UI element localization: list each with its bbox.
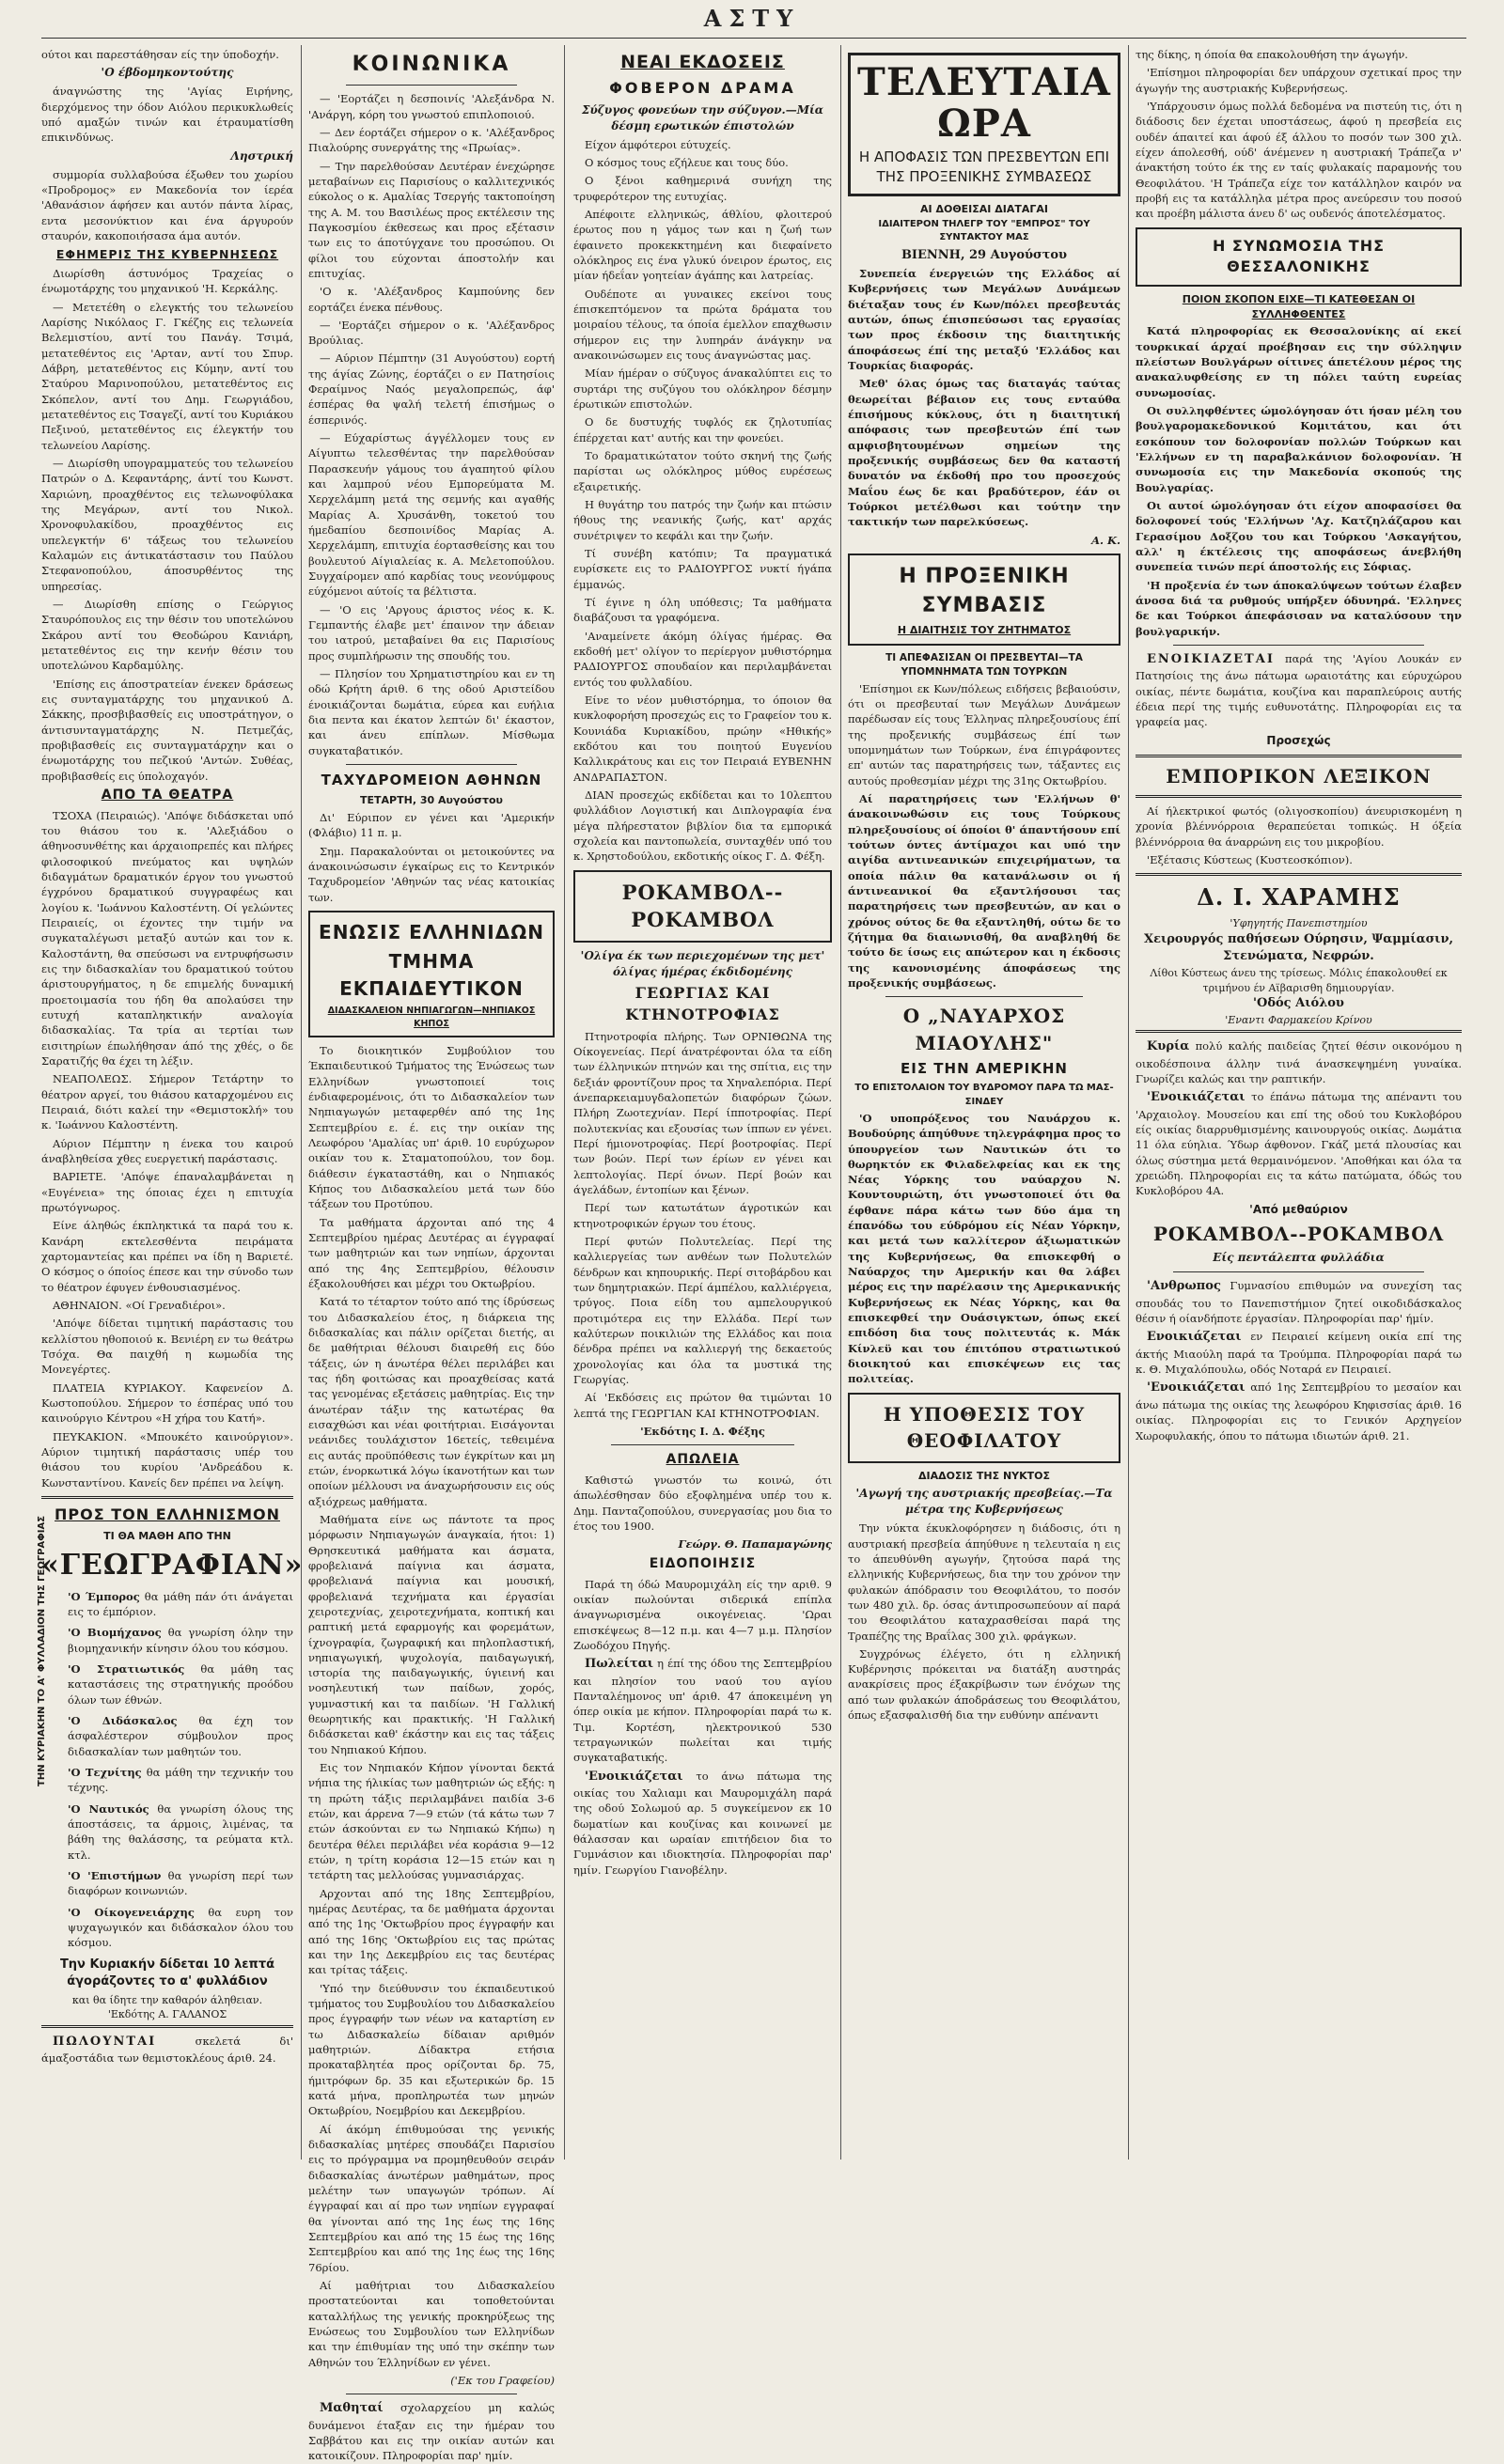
article-text: Τί έγινε η όλη υπόθεσις; Τα μαθήματα διαβάζουσι τα γραφόμενα.	[573, 595, 832, 625]
article-text: Αί ήλεκτρικοί φωτός (ολιγοσκοπίου) άνευρισκομένη η χρονία βλέννόρροια θεραπεύεται τοπικώς. Η όξεία βλέννόρροια θα άναρρώνη εις του μικροβίου.	[1136, 804, 1462, 849]
ad-item: 'Ο 'Επιστήμων θα γνωρίση περί των διαφόρων κοινωνιών.	[68, 1869, 293, 1898]
article-text: Περί φυτών Πολυτελείας. Περί της καλλιεργείας των ανθέων των Πολυτελών δένδρων και κηπουρικής. Περί σιτοβάρδου και των δημητριακών. Περί άμπέλου, καλλιέργεια, τρύγος. Ποια είδη του αμπελουργικού προτιμότερα εις την Ελλάδα. Περί των καλύτερων ποικιλιών της Ελλάδος και ποια δένδρα πρέπει να καλλιεργή της δεκαετούς χρονολογίας και όλα τα μυστικά της Γεωργίας.	[573, 1234, 832, 1386]
dictionary-ad	[1136, 755, 1462, 798]
article-text: — Την παρελθούσαν Δευτέραν ένεχώρησε μεταβαίνων εις Παρισίους ο καλλιτεχνικός εύκολος ο κ. Αμαλίας Τσεργής τακτοποίηση της Α. Μ. του Βασιλέως προς εκτέλεσιν της Παγκοσμίου έκθεσεως και προς εξέτασιν των εις το άποτύγχανε του προσώπου. Οι φίλοι του εύχονται άποστολήν και επιτυχίας.	[308, 159, 555, 280]
article-text: ΒΑΡΙΕΤΕ. 'Απόψε έπαναλαμβάνεται η «Ευγένεια» της όποιας έχει η επιτυχία πρωτόγνωρος.	[41, 1170, 293, 1214]
ad-footer: Την Κυριακήν δίδεται 10 λεπτά άγοράζοντες το α' φυλλάδιον	[59, 1957, 275, 1989]
masthead-rule	[41, 38, 1466, 39]
column-2	[308, 47, 555, 2463]
article-text: 'Απόψε δίδεται τιμητική παράστασις του κελλίστου ηθοποιού κ. Βενιέρη εν τω θεάτρω Τσόχα. Θα παιχθή η κωμωδία της Μονεγέρτες.	[41, 1317, 293, 1377]
ad-subheading: 'Ολίγα έκ των περιεχομένων της μετ' όλίγας ήμέρας έκδιδομένης	[580, 949, 825, 979]
article-text: — 'Ο εις 'Αργους άριστος νέος κ. Κ. Γεμπαντής έλαβε μετ' έπαινον την άδειαν του ιατρού, μεταβαίνει θα εις Παρισίους προς συμπλήρωσιν της σπουδής του.	[308, 602, 555, 663]
masthead: ΑΣΤΥ	[703, 5, 801, 32]
classified-ad: Πωλείται η έπί της όδου της Σεπτεμβρίου και πλησίον του ναού του αγίου Πανταλέημονος υπ' άριθ. 47 άποκειμένη γη όπερ οικία με κήπον. Πληροφορίαι παρά τω κ. Τιμ. Κορτέση, ηλεκτρονικού 530 τετραγωνικών πωλείται και τιμής συγκαταβατικής.	[573, 1657, 832, 1765]
section-heading: ΚΟΙΝΩΝΙΚΑ	[352, 53, 511, 76]
article-subheading: ΑΙ ΔΟΘΕΙΣΑΙ ΔΙΑΤΑΓΑΙ	[920, 202, 1048, 215]
article-heading: Ληστρική	[230, 148, 293, 163]
classified-ad: 'Ενοικιάζεται το άνω πάτωμα της οικίας του Χαλιαμι και Μαυρομιχάλη παρά της οδού Σολωμού αρ. 5 συγκείμενον εκ 10 δωματίων και κουζίνας και κοινωνεί με θάλασσαν και ωραίαν επιτήδειον δια το Γυμνάσιον και ιδιοκτησία. Πληροφορίαι παρ' ημίν. Γεωργίου Γιανοβέλην.	[573, 1769, 833, 1877]
section-heading: ΕΦΗΜΕΡΙΣ ΤΗΣ ΚΥΒΕΡΝΗΣΕΩΣ	[55, 247, 279, 262]
notice-heading: ΕΙΔΟΠΟΙΗΣΙΣ	[649, 1555, 757, 1571]
ad-subheading: Είς πεντάλεπτα φυλλάδια	[1213, 1251, 1385, 1265]
rocambole-ad	[573, 870, 832, 943]
article-text: 'Επίσης εις άποστρατείαν ένεκεν δράσεως εις συνταγματάρχης του μηχανικού Δ. Σάκκης, προσβιβασθείς εις υποστράτηγον, ο άντισυνταγματάρχης Ν. Πετμεζάς, προβιβασθείς εις συνταγματάρχην και ο ένωμοτάρχης του πεζικού 'Αντών. Συθέας, προβιβασθείς εις ύπολοχαγόν.	[41, 677, 293, 783]
article-text: Οι αυτοί ώμολόγησαν ότι είχον αποφασίσει θα δολοφονεί τούς 'Ελλήνων 'Αχ. Κατζηλάζαρου και Γερασίμου Δοξζου του και Τούρκου 'Ασκαγήτου, αλλ' η έκτέλεσις της αποφάσεως άνεβλήθη συνεπεία τινών περί άποστολής εις Σόφιας.	[1136, 498, 1462, 574]
ad-text: Χειρουργός παθήσεων Ούρησιν, Ψαμμίασιν, Στενώματα, Νεφρών.	[1143, 932, 1454, 964]
article-text: Καθιστώ γνωστόν τω κοινώ, ότι άπωλέσθησαν δύο εξοφλημένα υπέρ του κ. Δημ. Πανταζοπούλου, συνεργασίας μου δια το έτος του 1900.	[573, 1474, 832, 1534]
article-text: συμμορία συλλαβούσα έξωθεν του χωρίου «Προδρομος» εν Μακεδονία τον ίερέα 'Αθανάσιον άφήσεν και αυτόν πάντα λίρας, εντα μεσονύκτιον και ένα άργυρούν σταυρόν, κακοποιήσασα άμα αυτόν.	[41, 167, 293, 243]
ad-item: 'Ο Τεχνίτης θα μάθη την τεχνικήν του τέχνης.	[68, 1766, 293, 1795]
article-text: Ο ξένοι καθημερινά συνήχη της τρυφερότερον της ευτυχίας.	[573, 174, 832, 203]
article-text: άναγνώστης της 'Αγίας Ειρήνης, διερχόμενος την όδον Αιόλου περικυκλωθείς υπό αμαξών τινών και έτραυματίσθη επικινδύνως.	[41, 85, 293, 145]
article-text: της δίκης, η όποία θα επακολουθήση την άγωγήν.	[1136, 48, 1408, 61]
article-text: Το δραματικώτατον τούτο σκηνή της ζωής παρίσται ως ολόκληρος μύθος ευρέσεως εξαιρετικής.	[573, 448, 832, 493]
ad-address: 'Εναντι Φαρμακείου Κρίνου	[1225, 1013, 1372, 1026]
article-subheading: ΕΙΣ ΤΗΝ ΑΜΕΡΙΚΗΝ	[901, 1060, 1068, 1078]
notice-subheading: ΤΜΗΜΑ ΕΚΠΑΙΔΕΥΤΙΚΟΝ	[339, 950, 524, 1000]
ad-title: Δ. Ι. ΧΑΡΑΜΗΣ	[1197, 883, 1401, 912]
ad-footer: και θα ίδητε την καθαρόν άληθειαν.	[71, 1993, 263, 2006]
section-heading: ΝΕΑΙ ΕΚΔΟΣΕΙΣ	[620, 52, 785, 72]
classified-ad: 'Ενοικιάζεται το έπάνω πάτωμα της απέναντι του 'Αρχαιολογ. Μουσείου και επί της οδού του Κυκλοβόρου είς οικίας διαρρυθμισμένης καινουργούς οικίας. Δωμάτια 11 όλα εύηλια. Ύδωρ άφθονον. Γκάζ μετά πλουσίας και όλως σύστημα μετά θερμαινόμενον. 'Αποθήκαι και όλα τα χρειώδη. Πληροφορίαι εις τα κάτω πατώματα, όδώς του Κυκλοβόρου 4Α.	[1136, 1090, 1463, 1198]
article-text: Κατά το τέταρτον τούτο από της ίδρύσεως του Διδασκαλείου έτος, η διάρκεια της διδασκαλίας και πάλιν ορίζεται διετής, αι δε μαθήτριαι θέλουσι διαιρεθή εις δύο τάξεις, ών η άνωτέρα θέλει περιλάβει και τας ήδη φοιτώσας και προαχθείσας κατά τας γενομένας εξετάσεις μαθητρίας. Εις την άνωτέραν τάξιν της κατωτέρας θα εισαχθώσι και νέαι φοιτήτριαι. Εισάγονται νεάνιδες τουλάχιστον 16ετείς, τεθειμένα εις αυτάς προϋπόθεσις των έγκρίτων και μη ετών, ένορκωτικά λόγω ίκανοτήτων και των οποίων μέλλουσι να άναχωρήσουσιν εις ούς αξιόχρεως μαθήματα.	[308, 1295, 555, 1508]
article-subheading: ΠΟΙΟΝ ΣΚΟΠΟΝ ΕΙΧΕ—ΤΙ ΚΑΤΕΘΕΣΑΝ ΟΙ ΣΥΛΛΗΦΘΕΝΤΕΣ	[1182, 293, 1416, 320]
article-text: 'Ο κ. 'Αλέξανδρος Καμπούνης δεν εορτάζει ένεκα πένθους.	[308, 285, 555, 314]
article-text: ΤΣΟΧΑ (Πειραιώς). 'Απόψε διδάσκεται υπό του θιάσου του κ. 'Αλεξιάδου ο άθηνοσυνθέτης και άρχαιοπρεπές και πλήρες φιλοσοφικού πνεύματος και υψηλών διδαγμάτων δραματικόν έργον του γνωστού έγχρόνου δραματικού συγγραφέως και λογίου κ. 'Ιωάννου Καλοστέντη. Οί γελώντες Πειραιείς, οι έχοντες την τιμήν να συγκαταλέγωσι μεταξύ αυτών και τον κ. Καλοστάντη, θα σπεύσωσι να εντρυφήσωσιν εις την διδασκαλίαν του δραματικού τούτου άριστουργήματος, η δε επιμελής δυναμική προετοιμασία του ήδη θα απολαύσει την ευτυχή καταπληκτικήν αναλογία διδασκαλίας. Τα τρία αι τερτίαι των εισιτηρίων έπωλήθησαν άπό της χθές, ο δε Σαρατιζής θα έχει τη λέξιν.	[41, 808, 293, 1068]
conspiracy-box	[1136, 227, 1462, 287]
section-heading: ΤΑΧΥΔΡΟΜΕΙΟΝ ΑΘΗΝΩΝ	[321, 772, 542, 789]
late-news-box	[848, 53, 1120, 196]
article-subheading: ΙΔΙΑΙΤΕΡΟΝ ΤΗΛΕΓΡ ΤΟΥ "ΕΜΠΡΟΣ" ΤΟΥ ΣΥΝΤΑΚΤΟΥ ΜΑΣ	[878, 219, 1090, 243]
article-text: Σημ. Παρακαλούνται οι μετοικούντες να άνακοινώσωσιν έγκαίρως εις το Κεντρικόν Ταχυδρομείον 'Αθηνών τας νέας κατοικίας των.	[308, 844, 555, 904]
case-box	[848, 1393, 1120, 1463]
column-3	[573, 47, 832, 2152]
article-text: 'Εξέτασις Κύστεως (Κυστεοσκόπιον).	[1147, 853, 1353, 866]
article-text: ΑΘΗΝΑΙΟΝ. «Οί Γρεναδιέροι».	[53, 1298, 226, 1312]
article-text: 'Ο υποπρόξενος του Ναυάρχου κ. Βουδούρης άπηύθυνε τηλεγράφημα προς το ύπουργείον των Ναυτικών ότι το θωρηκτόν εκ Φιλαδελφείας και εκ της Νέας Υόρκης του ναύαρχου Ν. Κουντουριώτη, ότι γνωστοποιεί ότι θα έφθανε πάρα κάτω των δύο άμα τη έπανόδω του εύδρόμου είς Νέαν Υόρκην, και μετά των καλλίτερον άξιωματικών της Κυβερνήσεως, θα επισκεφθή ο Ναύαρχος την Αμερικήν και θα λάβει μέρος εις την παρέλασιν της Αμερικανικής Κυβερνήσεως εκ Νέας Υόρκης, και θα επισκεφθεί την Ουάσιγκτων, όπως εκεί επιδόση δια τους πολιτευτάς κ. Μάκ Κίνλεϋ και του έπιτόπου στρατιωτικού διοικητού και επισκέψεων εις τας πολιτείας.	[848, 1111, 1120, 1386]
article-text: Αί μαθήτριαι του Διδασκαλείου προστατεύονται και τοποθετούνται καταλλήλως της γενικής προκηρύξεως της Ενώσεως του Συμβουλίου των Ελληνίδων και την έπιθυμίαν της υπό την σκέπην των Αθηνών του Έλληνίδων εν γένει.	[308, 2278, 555, 2369]
article-text: ΔΙΑΝ προσεχώς εκδίδεται και το 10λεπτου φυλλάδιον Λογιστική και Διπλογραφία ένα μέγα πλήρεστατον βιβλίον δια τα εμπορικά σχολεία και παντοπωλεία, συνταχθέν υπό του κ. Χρηστοδούλου, εκδοτικής οίκος Γ. Δ. Φέξη.	[573, 788, 832, 864]
notice-source: ('Εκ του Γραφείου)	[450, 2373, 555, 2387]
article-text: — 'Εορτάζει η δεσποινίς 'Αλεξάνδρα Ν. 'Ανάργη, κόρη του γνωστού επιπλοποιού.	[308, 92, 555, 121]
classified-ad: Μαθηταί σχολαρχείου μη καλώς δυνάμενοι έταξαν εις την ήμέραν του Σαββάτου και εις την οικίαν αυτών και κατοικίζουν. Πληροφορίαι παρ' ημίν.	[308, 2401, 555, 2463]
article-subheading: ΔΙΑΔΟΣΙΣ ΤΗΣ ΝΥΚΤΟΣ	[917, 1469, 1051, 1482]
article-text: Διωρίσθη άστυνόμος Τραχείας ο ένωμοτάρχης του μηχανικού 'Η. Κερκάλης.	[41, 267, 293, 296]
article-text: Παρά τη όδώ Μαυρομιχάλη είς την αριθ. 9 οικίαν πωλούνται σιδερικά επίπλα άναγνωρισμένα οικογένειας. 'Ωραι επισκέψεως 8—12 π.μ. και 4—7 μ.μ. Πλησίον Ζωοδόχου Πηγής.	[573, 1577, 832, 1652]
article-text: Αρχονται από της 18ης Σεπτεμβρίου, ημέρας Δευτέρας, τα δε μαθήματα άρχονται από της 1ης 'Οκτωβρίου προς έγγραφήν και από της 16ης 'Οκτωβρίου εις τας πρώτας και την 1ης Δεκεμβρίου εις τας δευτέρας και τρίτας τάξεις.	[308, 1886, 555, 1977]
article-text: 'Η προξενία έν των άποκαλύψεων τούτων έλαβεν άνοσα διά τα ρυθμούς υπήρξεν όδυνηρά. 'Ελληνες δε και Τούρκοι άπεφάσισαν να καταλύσουν την βουλγαρικήν.	[1136, 578, 1462, 638]
ad-publisher: 'Εκδότης Ι. Δ. Φέξης	[640, 1424, 765, 1438]
article-text: — Διωρίσθη υπογραμματεύς του τελωνείου Πατρών ο Δ. Κεφαντάρης, άντί του Κωνστ. Χαριώνη, προαχθέντος εις τελωνοφύλακα της Μεγάρων, αντί του Νικολ. Χρονοφυλακίδου, προαχθέντος εις υπελεγκτήν 6' τάξεως του τελωνείου Καλαμών εις άντικατάστασιν του Παύλου Στεφανοπούλου, άποσυρθέντος της υπηρεσίας.	[41, 457, 293, 593]
article-text: — 'Εορτάζει σήμερον ο κ. 'Αλέξανδρος Βρούλιας.	[308, 318, 555, 348]
article-heading: Η ΥΠΟΘΕΣΙΣ ΤΟΥ ΘΕΟΦΙΛΑΤΟΥ	[883, 1402, 1086, 1453]
article-text: — Εύχαρίστως άγγέλλομεν τους εν Αίγυπτω τελεσθέντας την παρελθούσαν Παρασκευήν γάμους του άγαπητού φίλου και λαμπρού νέου Εμπορεύματα Μ. Χερχελάμπη μετά της σεμνής και αγαθής Μαρίας Α. Χρυσάνθη, τοκετού του ήμεδαπίου δεσποινίδος Μαρίας Α. Χερχελάμπη, επιτυχία έορτασθείσης και του βουλευτού Αίγιαλείας κ. Α. Μελετοπούλου. Συγχαίρομεν από καρδίας τους νεονύμφους εύχόμενοι αύτοίς τα βέλτιστα.	[308, 431, 555, 599]
article-text: Είνε το νέον μυθιστόρημα, το όποιον θα κυκλοφορήση προσεχώς εις το Γραφείον του κ. Κουνιάδα Κυριακίδου, πρώην «Ηθικής» εκδότου και του ποιητού Ευγενίου Καλλικράτους και εις τον Πειραιά ΕΥΒΕΝΗΝ ΑΝΔΡΑΠΑΣΤΟΝ.	[573, 693, 832, 784]
notice-signature: Γεώργ. Θ. Παπαμαγώνης	[678, 1537, 832, 1552]
geography-ad	[37, 1496, 304, 2028]
article-heading: ΦΟΒΕΡΟΝ ΔΡΑΜΑ	[609, 78, 796, 97]
ad-title: ΡΟΚΑΜΒΟΛ--ΡΟΚΑΜΒΟΛ	[1152, 1222, 1445, 1245]
article-text: Κατά πληροφορίας εκ Θεσσαλονίκης αί εκεί τουρκικαί άρχαί προέβησαν εις την σύλληψιν πλείστων Βουλγάρων οίτινες άπετέλουν μέρος της ανακαλυφθείσης εν τη πόλει ταύτη ευρείας συνωμοσίας.	[1136, 324, 1462, 399]
opening-text: ούτοι και παρεστάθησαν είς την ύποδοχήν.	[41, 48, 279, 61]
column-4	[848, 47, 1120, 2152]
article-text: Εις τον Νηπιακόν Κήπον γίνονται δεκτά νήπια της ήλικίας των μαθητριών ώς εξής: η τη πρώτη τάξις περιλαμβάνει παιδία 3-6 ετών, και άρρενα 7—9 ετών (τά κάτω των 7 ετών άσκούνται εν τω Νηπιακώ Κήπω) η δευτέρα θέλει περιλάβει νέα κοράσια 9—12 ετών, η τρίτη κοράσια 12—15 ετών και η τετάρτη τας μελλούσας γυμνασιάρχας.	[308, 1761, 555, 1882]
article-text: Αί άκόμη έπιθυμούσαι της γενικής διδασκαλίας μητέρες σπουδάζει Παρισίου εις το πρόγραμμα να προμηθευθούν σειράν διδασκαλίας άνωτέρων μαθημάτων, προς μελέτην των υπαγωγών τρόπων. Αί έγγραφαί και αί προ των νηπίων εγγραφαί θα γίνονται από της 1ης έως της 16ης Σεπτεμβρίου και από της 15 έως της 16ης Σεπτεμβρίου και από της 1ης έως της 16ης 76ρίου.	[308, 2122, 555, 2274]
union-notice	[308, 911, 555, 1037]
doctor-ad	[1136, 873, 1462, 1033]
column-rule	[1128, 45, 1129, 2160]
notice-subheading: ΔΙΔΑΣΚΑΛΕΙΟΝ ΝΗΠΙΑΓΩΓΩΝ—ΝΗΠΙΑΚΟΣ ΚΗΠΟΣ	[327, 1006, 536, 1029]
article-subheading: 'Αγωγή της αυστριακής πρεσβείας.—Τα μέτρα της Κυβερνήσεως	[855, 1487, 1113, 1517]
column-rule	[840, 45, 841, 2160]
ad-title: ΓΕΩΡΓΙΑΣ ΚΑΙ ΚΤΗΝΟΤΡΟΦΙΑΣ	[625, 984, 780, 1023]
article-heading: Η ΣΥΝΩΜΟΣΙΑ ΤΗΣ ΘΕΣΣΑΛΟΝΙΚΗΣ	[1212, 236, 1386, 276]
classified-ad: Κυρία πολύ καλής παιδείας ζητεί θέσιν οικονόμου η οικοδέσποινα άλλην τινά άνασκεψημένη γυναίκα. Γνωρίζει καλώς και την ραπτικήν.	[1136, 1039, 1462, 1085]
article-text: Μεθ' όλας όμως τας διαταγάς ταύτας θεωρείται βέβαιον εις τους ενταύθα έπισήμους κύκλους, ότι η διαιτητική απόφασις των πρεσβευτών έπί των αμφισβητουμένων σημείων της προξενικής συμβάσεως δεν θα καταστή δυνατόν να έκδοθή προ του προσεχούς Μαΐου έως δε και βραδύτερον, έάν οι Τούρκοι μετέλθωσι και τούτην την τακτικήν των παρελκύσεως.	[848, 377, 1120, 529]
article-text: ΠΛΑΤΕΙΑ ΚΥΡΙΑΚΟΥ. Καφενείον Δ. Κωστοπούλου. Σήμερον το έσπέρας υπό του καινούργιο Κέντρου «Η χήρα του Κατή».	[41, 1380, 293, 1426]
dateline: ΒΙΕΝΝΗ, 29 Αυγούστου	[901, 247, 1068, 262]
article-text: Ο δε δυστυχής τυφλός εκ ζηλοτυπίας έπέρχεται κατ' αυτής και την φονεύει.	[573, 415, 832, 444]
section-date: ΤΕΤΑΡΤΗ, 30 Αυγούστου	[360, 794, 503, 807]
article-text: Δι' Εύριπον εν γένει και 'Αμερικήν (Φλάβιο) 11 π. μ.	[308, 810, 555, 840]
article-text: — Διωρίσθη επίσης ο Γεώργιος Σταυρόπουλος εις την θέσιν του υποτελώνου Σκάρου αντί του Θεοδώρου Κανιάρη, μετατεθέντος εις την κενήν θέσιν του υποτελώνου Καρδαμύλης.	[41, 597, 293, 673]
article-text: 'Υπό την διεύθυνσιν του έκπαιδευτικού τμήματος του Συμβουλίου του Διδασκαλείου προς έγγραφήν των νέων να καταρτίση εν τω Διδασκαλείω δίδαιαν αριθμόν μαθητριών. Δίδακτρα ετήσια προκαταβλητέα προς ορίζονται δρ. 75, ήμιτρόφων δρ. 35 και εξωτερικών δρ. 15 κατά μήνα, προπληρωτέα των μηνών Οκτωβρίου, Νοεμβρίου και Δεκεμβρίου.	[308, 1981, 555, 2118]
ad-publisher: 'Εκδότης Α. ΓΑΛΑΝΟΣ	[107, 2008, 227, 2021]
article-text: Μίαν ήμέραν ο σύζυγος άνακαλύπτει εις το συρτάρι της συζύγου του ολόκληρον δέσμην έρωτικών επιστολών.	[573, 366, 832, 411]
notice-heading: ΕΝΩΣΙΣ ΕΛΛΗΝΙΔΩΝ	[319, 920, 544, 943]
article-subheading: ΤΙ ΑΠΕΦΑΣΙΣΑΝ ΟΙ ΠΡΕΣΒΕΥΤΑΙ—ΤΑ ΥΠΟΜΝΗΜΑΤΑ ΤΩΝ ΤΟΥΡΚΩΝ	[885, 652, 1083, 678]
article-subheading: Η ΔΙΑΙΤΗΣΙΣ ΤΟΥ ΖΗΤΗΜΑΤΟΣ	[897, 624, 1072, 637]
ad-subheading: ΤΙ ΘΑ ΜΑΘΗ ΑΠΟ ΤΗΝ	[103, 1529, 231, 1542]
article-subheading: Σύζυγος φονεύων την σύζυγον.—Μία δέσμη ερωτικών έπιστολών	[581, 102, 824, 133]
article-text: Απέφοιτε ελληνικώς, άθλίου, φλοιτερού έρωτος που η γάμος των και η ζωή των έφαινετο προκεκκτημένη και διεφαίνετο ολόκληρος εις ένα γλυκύ όνειρον έρωτος, εις μίαν ήδεΐαν γοητείαν άγάπης και λατρείας.	[573, 208, 832, 283]
ad-heading: ΠΡΟΣ ΤΟΝ ΕΛΛΗΝΙΣΜΟΝ	[55, 1505, 280, 1523]
column-rule	[301, 45, 302, 2160]
article-text: Ουδέποτε αι γυναικες εκείνοι τους έπισκεπτόμενον τα πρώτα δράματα του μοιραίου τέλους, τα όποία έμελλον επαχθωσιν σήμερον εις την λυπηράν άνάγκην να ανακοινώσωμεν εις τους άναγνώστας μας.	[573, 287, 832, 363]
article-text: — Μετετέθη ο ελεγκτής του τελωνείου Λαρίσης Νικόλαος Γ. Γκέζης εις τελωνεία Βελεμιστίου, αντί του Πανάγ. Τσιμά, μετατεθέντος εις 'Αρταν, αντί του Σπυρ. Δάβρη, μετατεθέντος εις Κύμην, αντί του Σταύρου Μαρινοπούλου, μετατεθέντος εις Σκόπελον, αντί του Δημ. Γεωργιάδου, μετατεθέντος εις Τσαγεζί, αντί του Κυριάκου Πεξινού, μετατεθέντος εις έλεγκτήν του τελωνείου Λαρίσης.	[41, 300, 293, 452]
article-text: Ο κόσμος τους εζήλευε και τους δύο.	[585, 156, 789, 170]
ad-item: 'Ο Ναυτικός θα γνωρίση όλους της άποστάσεις, τα άρμοις, λιμένας, τα βάθη της θαλάσσης, τα ρεύματα κτλ. κτλ.	[68, 1801, 294, 1862]
article-text: Οι συλληφθέντες ώμολόγησαν ότι ήσαν μέλη του βουλγαρομακεδονικού Κομιτάτου, και ότι εσκόπουν τον δολοφονίαν πολλών Τούρκων και 'Ελλήνων εν τη παραβαλκάνιον δολοφονίαν. Ή συνωμοσία εις την Μακεδονία σκοπούς της Βουλγαρίας.	[1136, 403, 1462, 494]
ad-subheading: 'Από μεθαύριον	[1249, 1202, 1348, 1216]
ad-item: 'Ο Οίκογενειάρχης θα ευρη τον ψυχαγωγικόν και διδάσκαλον όλου του κόσμου.	[68, 1905, 293, 1950]
ad-subheading: Προσεχώς	[1266, 733, 1331, 747]
article-text: Πτηνοτροφία πλήρης. Των ΟΡΝΙΘΩΝΑ της Οίκογενείας. Περί άνατρέφονται όλα τα είδη των έλληνικών πτηνών και της σπίτια, εις την δεξιάν φροντίζουν προς τα Χηναλεπόρια. Περί άνεπαρκειαμυγδαλοπετών διαφόρων ζώων. Πλήρη Ζωοτεχνίαν. Περί ίπποτροφίας. Περί πολυτεκνίας και εξουσίας των ίππων εν γένει. Περί ήμιονοτροφίας. Περί βοοτροφίας. Περί των βοών. Περί των έρίων εν γένει και λεπτολογίας. Περί όνων. Περί βοών και άγελάδων, έντοπίων και ξένων.	[573, 1029, 832, 1196]
ad-item: 'Ο Βιομήχανος θα γνωρίση όλην την βιομηχανικήν κίνησιν όλου του κόσμου.	[68, 1626, 294, 1655]
article-text: 'Επίσημοι πληροφορίαι δεν υπάρχουν σχετικαί προς την άγωγήν της αυστριακής Κυβερνήσεως.	[1136, 66, 1462, 95]
article-text: 'Αναμείνετε άκόμη όλίγας ήμέρας. Θα εκδοθή μετ' ολίγον το περίεργον μυθιστόρημα ΡΑΔΙΟΥΡΓΟΣ σπουδαίον και περιλαμβάνεται εντός του φυλλαδίου.	[573, 629, 832, 689]
article-text: Αύριον Πέμπτην η ένεκα του καιρού άναβληθείσα χθες ευεργετική παράστασις.	[41, 1136, 293, 1166]
treaty-box	[848, 554, 1120, 646]
article-text: Είνε άληθώς έκπληκτικά τα παρά του κ. Κανάρη εκτελεσθέντα πειράματα χαρτομαντείας και πρέπει να ίδη η Βαριετέ. Ο κόσμος ο όποίος έπεσε και την σύνοδο των το θέατρον έφυγεν ένθουσιασμένος.	[41, 1219, 293, 1294]
article-text: Αί παρατηρήσεις των 'Ελλήνων θ' άνακοινωθώσιν εις τους Τούρκους πληρεξουσίους οί όποίοι θ' άπαντήσουν επί τούτων όντες άντίμαχοι και υπό την αιγίδα αντινεανικών επιχειρήματων, τα οποία πάλιν θα κατανάλωσιν οι ή άντινεανικοί θα εξαντλήσουσι τας παρατηρήσεις των πρεσβευτών, αν και ο χρόνος ούτος δε θα εξαντληθή, ούτω δε το ζήτημα θα διαιωνισθή, θα αναβληθή δε τούτο δε ίσως εις απώτερον και η έκδοσις της κανονισμένης άποφάσεως της προξενικής συμβάσεως.	[848, 792, 1120, 990]
ad-item: 'Ο Διδάσκαλος θα έχη τον άσφαλέστερον σύμβουλον προς διδασκαλίαν των μαθητών του.	[68, 1714, 294, 1758]
article-text: Η θυγάτηρ του πατρός την ζωήν και πτώσιν ήθους της νεανικής ζωής, κατ' αρχάς συνέτριψεν το κεφάλι και την ζωήν.	[573, 497, 832, 542]
column-1	[37, 47, 304, 2152]
classified-ad: ΕΝΟΙΚΙΑΖΕΤΑΙ παρά της 'Αγίου Λουκάν εν Πατησίοις της άνω πάτωμα ωραιοτάτης και εύρυχώρου οικίας, πέντε δωμάτια, κουζίνα και παραπλεύροις αυτής έδεια περί της τιμής ευθυνοτάτης. Πληροφορίαι εις τα γραφεία μας.	[1136, 651, 1463, 729]
article-heading: Ο „ΝΑΥΑΡΧΟΣ ΜΙΑΟΥΛΗΣ"	[902, 1005, 1066, 1054]
article-text: Είχον άμφότεροι εύτυχείς.	[585, 137, 731, 151]
ad-title: ΡΟΚΑΜΒΟΛ--ΡΟΚΑΜΒΟΛ	[621, 880, 784, 932]
ad-item: 'Ο Στρατιωτικός θα μάθη τας καταστάσεις της στρατηγικής προόδου όλων των έθνών.	[68, 1662, 294, 1707]
article-text: 'Επίσημοι εκ Κων/πόλεως ειδήσεις βεβαιούσιν, ότι οι πρεσβευταί των Μεγάλων Δυνάμεων παρέδωσαν είς τους Έλληνας πληρεξουσίους έπί της προξενικής συμβάσεως έπί των υπομνημάτων των Τούρκων, ένα έπιγράφοντες επ' αυτών τας παρατηρήσεις των, τάξαντες εις αυτούς προθεσμίαν μέχρι της 31ης Οκτωβρίου.	[848, 681, 1120, 788]
section-heading: ΑΠΟ ΤΑ ΘΕΑΤΡΑ	[101, 787, 234, 803]
article-text: Την νύκτα έκυκλοφόρησεν η διάδοσις, ότι η αυστριακή πρεσβεία άπηύθυνε η τελευταία η εις το άπευθύνθη αγωγήν, ζητούσα παρά της ελληνικής Κυβερνήσεως, δια την του χρόνον την φυλακών άπόδρασιν του Θεοφιλάτου, το ποσόν των 480 χιλ. δρ. όσας άντιπροσωπεύουν αί παρά του Θεοφιλάτου καταχρασθείσαι παρά της Τραπέζης της Βραΐλας 300 χιλ. φράγκων.	[848, 1521, 1120, 1643]
article-heading: Η ΠΡΟΞΕΝΙΚΗ ΣΥΜΒΑΣΙΣ	[899, 564, 1070, 618]
article-text: — Δεν έορτάζει σήμερον ο κ. 'Αλέξανδρος Πιαλούρης συνεργάτης της «Πρωίας».	[308, 125, 555, 155]
article-text: Περί των κατωτάτων άγροτικών και κτηνοτροφικών έργων του έτους.	[573, 1201, 832, 1230]
sale-notice: ΠΩΛΟΥΝΤΑΙ σκελετά δι' άμαξοστάδια των θεμιστοκλέους άριθ. 24.	[41, 2034, 294, 2066]
classified-ad: 'Ανθρωπος Γυμνασίου επιθυμών να συνεχίση τας σπουδάς του το Πανεπιστήμιον ζητεί οικοδιδάσκαλος θέσιν ή οίανδήποτε έργασίαν. Πληροφορίαι παρ' ήμίν.	[1136, 1279, 1463, 1325]
classified-ad: Ενοικιάζεται εν Πειραιεί κείμενη οικία επί της άκτής Μιαούλη παρά τα Τρούμπα. Πληροφορίαι παρά τω κ. Θ. Μιχαλόπουλω, οδός Νοταρά εν Πειραιεί.	[1136, 1330, 1462, 1377]
column-rule	[564, 45, 565, 2160]
notice-heading: ΑΠΩΛΕΙΑ	[666, 1452, 740, 1468]
article-text: Αί 'Εκδόσεις εις πρώτον θα τιμώνται 10 λεπτά της ΓΕΩΡΓΙΑΝ ΚΑΙ ΚΤΗΝΟΤΡΟΦΙΑΝ.	[573, 1391, 832, 1420]
article-text: Τί συνέβη κατόπιν; Τα πραγματικά ευρίσκετε εις το ΡΑΔΙΟΥΡΓΟΣ νυκτί ήγάπα έμμανώς.	[573, 546, 832, 591]
ad-title: ΕΜΠΟΡΙΚΟΝ ΛΕΞΙΚΟΝ	[1166, 764, 1432, 788]
article-text: ΠΕΥΚΑΚΙΟΝ. «Μπουκέτο καινούργιον». Αύριον τιμητική παράστασις υπέρ του θιάσου του κυρίου 'Ανδρεάδου κ. Κωνσταντίνου. Κανείς δεν πρέπει να λείψη.	[41, 1429, 293, 1489]
article-text: — Αύριον Πέμπτην (31 Αυγούστου) εορτή της άγίας Ζώνης, έορτάζει ο εν Πατησίοις Φεραίμνος Ναός μεγαλοπρεπώς, άφ' έσπέρας θα ψαλή τελετή έπισήμως ο έσπερινός.	[308, 351, 555, 427]
ad-side-text: ΤΗΝ ΚΥΡΙΑΚΗΝ ΤΟ Α' ΦΥΛΛΑΔΙΟΝ ΤΗΣ ΓΕΩΓΡΑΦΙΑΣ	[37, 1515, 47, 1786]
article-heading: 'Ο έβδομηκοντούτης	[101, 66, 234, 80]
article-text: Συνεπεία ένεργειών της Ελλάδος αί Κυβερνήσεις των Μεγάλων Δυνάμεων διέταξαν τους έν Κων/πόλει πρεσβευτάς αυτών, όπως έπισπεύσωσι τας εργασίας των προς έκδοσιν της διαιτητικής άποφάσεως έπί της μεταξύ 'Ελλάδος και Τουρκίας διαφοράς.	[848, 267, 1120, 372]
article-text: Τα μαθήματα άρχονται από της 4 Σεπτεμβρίου ημέρας Δευτέρας αι έγγραφαί των μαθητριών και των νηπίων, άρχονται από της 4ης Σεπτεμβρίου, θέλουσιν έξακολουθήσει και μέχρι του Οκτωβρίου.	[308, 1215, 555, 1290]
section-subheading: Η ΑΠΟΦΑΣΙΣ ΤΩΝ ΠΡΕΣΒΕΥΤΩΝ ΕΠΙ ΤΗΣ ΠΡΟΞΕΝΙΚΗΣ ΣΥΜΒΑΣΕΩΣ	[858, 148, 1110, 186]
ad-text: Λίθοι Κύστεως άνευ της τρίσεως. Μόλις έπακολουθεί εκ τριμήνου έν Αϊβαρισθη δημιουργίαν.	[1150, 966, 1448, 994]
article-text: Το διοικητικόν Συμβούλιον του Έκπαιδευτικού Τμήματος της Ένώσεως των Ελληνίδων γνωστοποιεί τοις ένδιαφερομένοις, ότι το Διδασκαλείον των Νηπιαγωγών μεταφερθέν από της 1ης Σεπτεμβρίου ε. έ. εις την οικίαν της Λεωφόρου 'Αμαλίας υπ' άριθ. 10 ευρύχωρον οικίαν του κ. Σταματοπούλου, τον δομ. διάθεσιν έγκαταστάθη, και ο Νηπιακός Κήπος του Διδασκαλείου μετά των δύο τάξεων του Προτύπου.	[308, 1044, 555, 1211]
ad-item: 'Ο Έμπορος θα μάθη πάν ότι άνάγεται εις το έμπόριον.	[68, 1589, 294, 1619]
classified-ad: 'Ενοικιάζεται από 1ης Σεπτεμβρίου το μεσαίον και άνω πάτωμα της οικίας της λεωφόρου Κηφισσίας άριθ. 16 οικίας. Πληροφορίαι εις το Γενικόν Αρχηγείον Χωροφυλακής, όπου το πάτωμα ιδιωτών άριθ. 21.	[1136, 1380, 1463, 1443]
ad-title: «ΓΕΩΓΡΑΦΙΑΝ»	[41, 1549, 304, 1583]
article-text: 'Υπάρχουσιν όμως πολλά δεδομένα να πιστεύη τις, ότι η διάδοσις δεν έχεται υποστάσεως, άφού η πρεσβεία εις ουδέν άπαιτεί και άφού έξ άλλου το ποσόν των 300 χιλ. είχεν άπολεσθή, ούδ' άνέμενεν η αυστριακή Τράπεζα ν' άνακτήση τούτο έκ της εν ταίς φυλακαίς παραμονής του Θεοφιλάτου. 'Η Τράπεζα είχε τον κατάλληλον καιρόν να προβή εις τα κατάλληλα μέτρα προς ανεύρεσιν του ποσού και προέβη μάλιστα άνευ δ' ως ουδενός άποτελέσματος.	[1136, 99, 1462, 221]
ad-address: 'Οδός Αιόλου	[1253, 996, 1344, 1011]
article-text: — Πλησίον του Χρηματιστηρίου και εν τη οδώ Κρήτη άριθ. 6 της οδού Αριστείδου ένοικιάζονται δωμάτια, εύρεα και ευήλια δια πεντα και έκατον λεπτών δι' έκαστον, και άνευ επίπλων. Μίσθωμα συγκαταβατικόν.	[308, 667, 555, 757]
article-signature: Α. Κ.	[1091, 533, 1120, 547]
article-text: Συγχρόνως έλέγετο, ότι η ελληνική Κυβέρνησις πρόκειται να διατάξη αυστηράς ανακρίσεις προς έξακρίβωσιν των ένόχων της από των φυλακών άποδράσεως του Θεοφιλάτου, όπως εξασφαλισθή δια την ευθύνην απέναντι	[848, 1646, 1120, 1723]
section-heading: ΤΕΛΕΥΤΑΙΑ ΩΡΑ	[857, 60, 1111, 146]
article-text: Μαθήματα είνε ως πάντοτε τα προς μόρφωσιν Νηπιαγωγών άναγκαία, ήτοι: 1) Θρησκευτικά μαθήματα και άσματα, φροβελιανά παίγνια και άσματα, φροβελιανά παίγνια και μουσική, φροβελιανά τεχνήματα και έργασίαι χειροτεχνίας, χειροτεχνήματα, κοπτική και ραπτική μετά εφαρμογής και φορεμάτων, ίχνογραφία, ζωγραφική και πηλοπλαστική, νηπιαγωγική, ψυχολογία, παιδαγωγική, ιστορία της παιδαγωγικής, ύγιεινή και νοσηλευτική των παίδων, χορός, γυμναστική και τα παιδίων. 'Η Γαλλική θεωρητικής και πρακτικής. 'Η Γαλλική διδάσκεται καθ' έκάστην και εις τας τάξεις του Νηπιακού Κήπου.	[308, 1512, 555, 1756]
article-text: ΝΕΑΠΟΛΕΩΣ. Σήμερον Τετάρτην το θέατρον αργεί, του θιάσου καταρχομένου εις Πειραιά, διότι καλεί την «Θεμιστοκλή» του κ. 'Ιωάννου Καλοστέντη.	[41, 1072, 293, 1132]
column-5	[1136, 47, 1462, 2152]
article-subheading: ΤΟ ΕΠΙΣΤΟΛΑΙΟΝ ΤΟΥ ΒΥΔΡΟΜΟΥ ΠΑΡΑ ΤΩ ΜΑΣ-ΣΙΝΔΕΥ	[854, 1083, 1114, 1107]
ad-subheading: 'Υφηγητής Πανεπιστημίου	[1230, 917, 1368, 930]
